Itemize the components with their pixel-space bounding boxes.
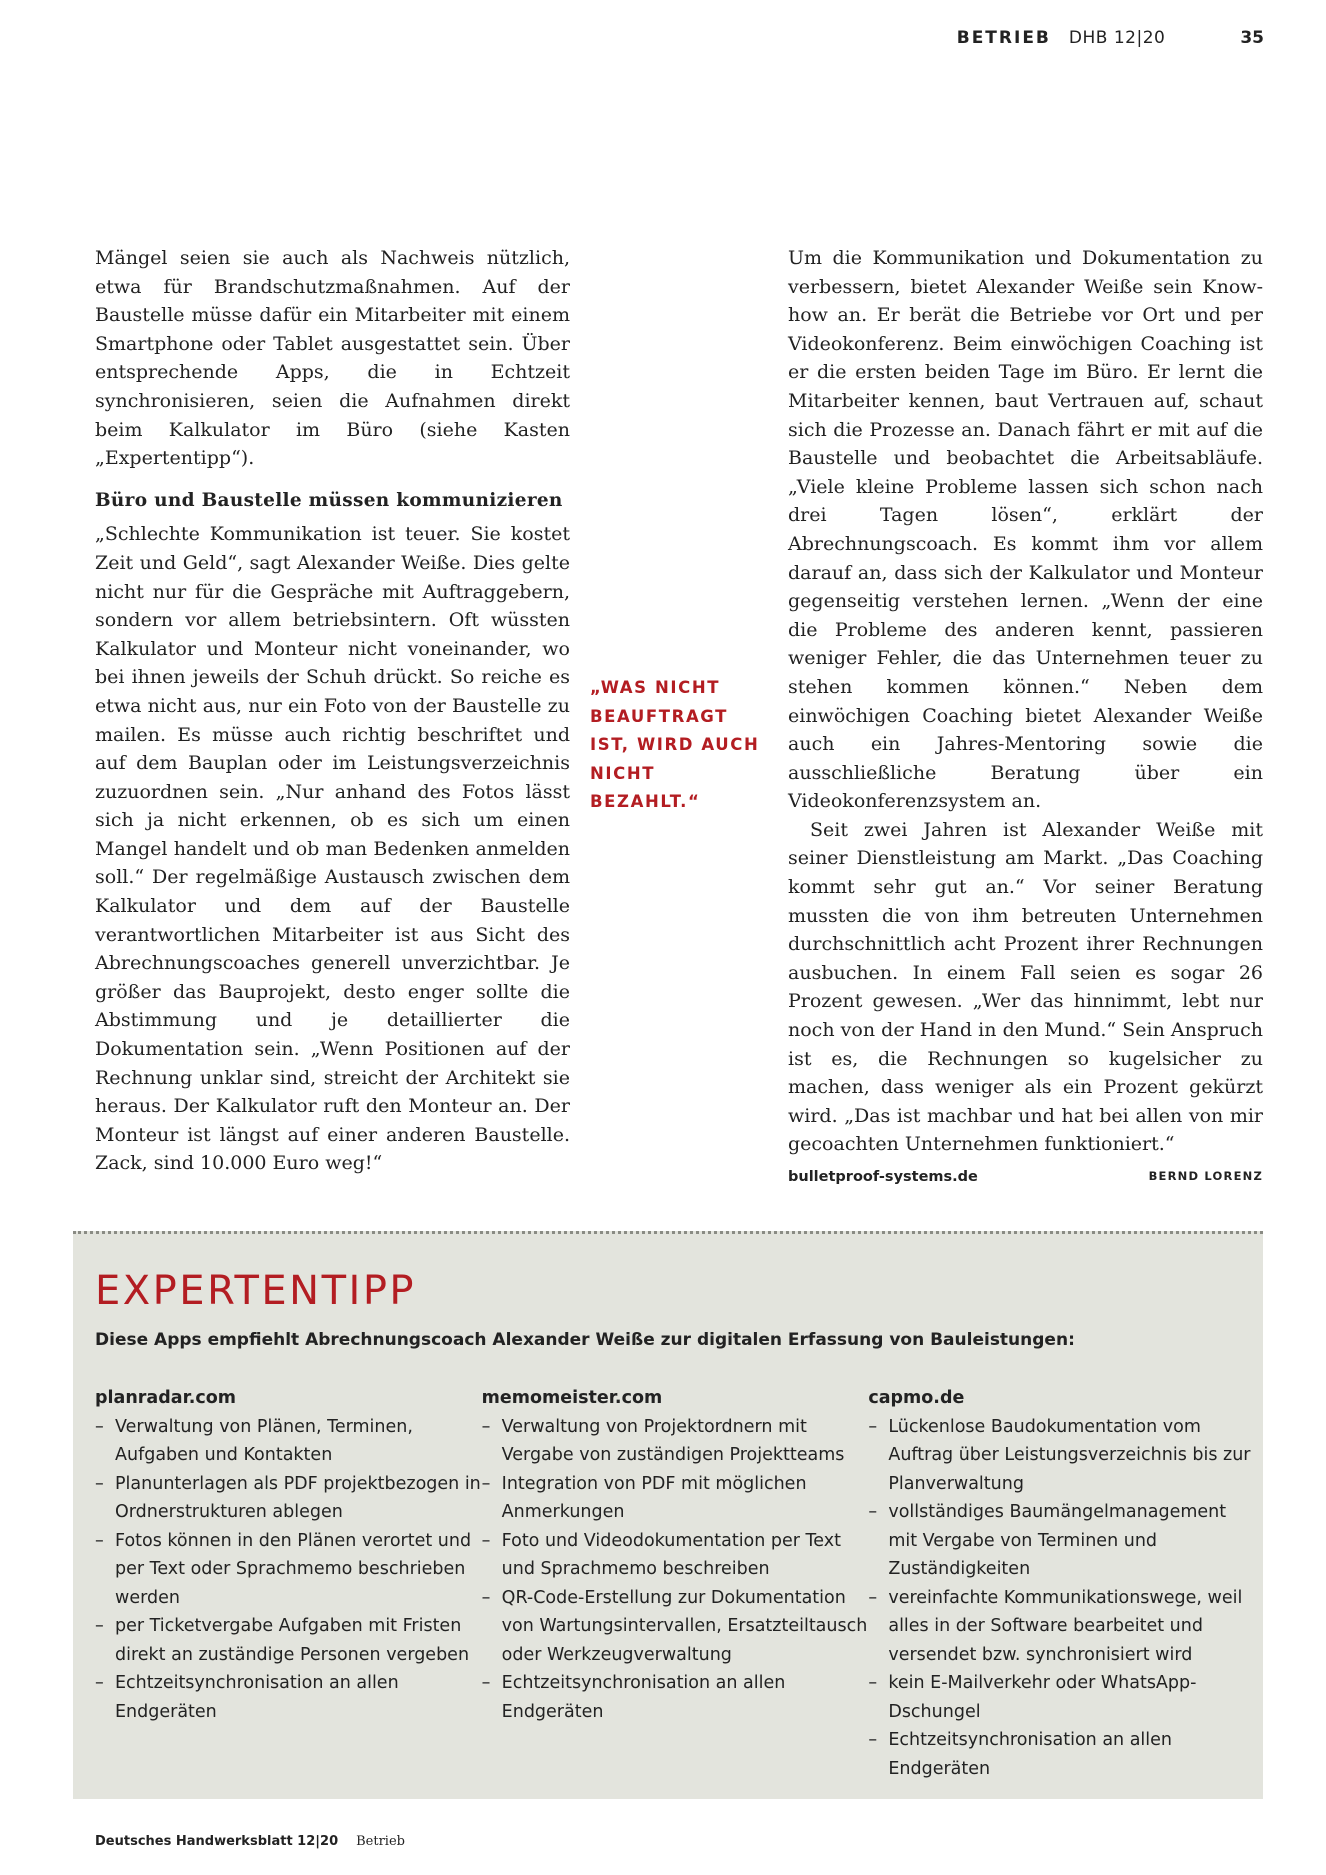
app-name: capmo.de — [868, 1388, 965, 1408]
page-footer — [95, 1834, 405, 1849]
app-capmo — [868, 1384, 1255, 1783]
feature-list — [482, 1413, 869, 1727]
box-intro: Diese Apps empfiehlt Abrechnungscoach Alexander Weiße zur digitalen Erfassung von Bauleistungen: — [95, 1330, 1075, 1350]
author-byline: BERND LORENZ — [1148, 1169, 1263, 1183]
app-planradar — [95, 1384, 482, 1783]
article-subheading: Büro und Baustelle müssen kommunizieren — [95, 489, 563, 511]
feature-item: – Verwaltung von Plänen, Terminen, Aufgaben und Kontakten — [95, 1413, 482, 1470]
app-memomeister — [482, 1384, 869, 1783]
feature-item: – Integration von PDF mit möglichen Anmerkungen — [482, 1470, 869, 1527]
feature-item: – Planunterlagen als PDF projektbezogen in Ordnerstrukturen ablegen — [95, 1470, 482, 1527]
page-number: 35 — [1240, 28, 1264, 48]
feature-item: – Foto und Videodokumentation per Text und Sprachmemo beschreiben — [482, 1527, 869, 1584]
article-paragraph: Mängel seien sie auch als Nachweis nützlich, etwa für Brandschutzmaßnahmen. Auf der Baustelle müsse dafür ein Mitarbeiter mit einem Smartphone oder Tablet ausgestattet sein. Über entsprechende Apps, die in Echtzeit synchronisieren, seien die Aufnahmen direkt beim Kalkulator im Büro (siehe Kasten „Expertentipp“). — [95, 247, 570, 470]
header-issue: DHB 12|20 — [1068, 28, 1166, 48]
feature-list — [95, 1413, 482, 1727]
feature-item: – Verwaltung von Projektordnern mit Vergabe von zuständigen Projektteams — [482, 1413, 869, 1470]
app-list — [95, 1384, 1255, 1783]
feature-item: – kein E-Mailverkehr oder WhatsApp-Dschungel — [868, 1669, 1255, 1726]
header-section: BETRIEB — [956, 28, 1051, 48]
footer-publication: Deutsches Handwerksblatt 12|20 — [95, 1834, 339, 1849]
feature-item: – Echtzeitsynchronisation an allen Endgeräten — [482, 1669, 869, 1726]
feature-item: – vollständiges Baumängelmanagement mit Vergabe von Terminen und Zuständigkeiten — [868, 1498, 1255, 1584]
box-title: EXPERTENTIPP — [95, 1268, 417, 1314]
feature-item: – Lückenlose Baudokumentation vom Auftrag über Leistungsverzeichnis bis zur Planverwaltung — [868, 1413, 1255, 1499]
article-left-column — [95, 244, 570, 1178]
feature-item: – Echtzeitsynchronisation an allen Endgeräten — [868, 1726, 1255, 1783]
source-link[interactable]: bulletproof-systems.de — [788, 1169, 978, 1185]
feature-item: – vereinfachte Kommunikationswege, weil alles in der Software bearbeitet und versendet bzw. synchronisiert wird — [868, 1584, 1255, 1670]
app-name: memomeister.com — [481, 1388, 663, 1408]
page-header — [957, 26, 1264, 50]
feature-item: – Fotos können in den Plänen verortet und per Text oder Sprachmemo beschrieben werden — [95, 1527, 482, 1613]
feature-item: – QR-Code-Erstellung zur Dokumentation von Wartungsintervallen, Ersatzteiltausch oder Werkzeugverwaltung — [482, 1584, 869, 1670]
article-paragraph: „Schlechte Kommunikation ist teuer. Sie kostet Zeit und Geld“, sagt Alexander Weiße. Dies gelte nicht nur für die Gespräche mit Auftraggebern, sondern vor allem betriebsintern. Oft wüssten Kalkulator und Monteur nicht voneinander, wo bei ihnen jeweils der Schuh drückt. So reiche es etwa nicht aus, nur ein Foto von der Baustelle zu mailen. Es müsse auch richtig beschriftet und auf dem Bauplan oder im Leistungsverzeichnis zuzuordnen sein. „Nur anhand des Fotos lässt sich ja nicht erkennen, ob es sich um einen Mangel handelt und ob man Bedenken anmelden soll.“ Der regelmäßige Austausch zwischen dem Kalkulator und dem auf der Baustelle verantwortlichen Mitarbeiter ist aus Sicht des Abrechnungscoaches generell unverzichtbar. Je größer das Bauprojekt, desto enger sollte die Abstimmung und je detaillierter die Dokumentation sein. „Wenn Positionen auf der Rechnung unklar sind, streicht der Architekt sie heraus. Der Kalkulator ruft den Monteur an. Der Monteur ist längst auf einer anderen Baustelle. Zack, sind 10.000 Euro weg!“ — [95, 523, 570, 1175]
feature-list — [868, 1413, 1255, 1784]
feature-item: – per Ticketvergabe Aufgaben mit Fristen direkt an zuständige Personen vergeben — [95, 1612, 482, 1669]
pull-quote: „WAS NICHT BEAUFTRAGT IST, WIRD AUCH NICHT BEZAHLT.“ — [590, 678, 760, 812]
article-paragraph: Um die Kommunikation und Dokumentation zu verbessern, bietet Alexander Weiße sein Know-how an. Er berät die Betriebe vor Ort und per Videokonferenz. Beim einwöchigen Coaching ist er die ersten beiden Tage im Büro. Er lernt die Mitarbeiter kennen, baut Vertrauen auf, schaut sich die Prozesse an. Danach fährt er mit auf die Baustelle und beobachtet die Arbeitsabläufe. „Viele kleine Probleme lassen sich schon nach drei Tagen lösen“, erklärt der Abrechnungscoach. Es kommt ihm vor allem darauf an, dass sich der Kalkulator und Monteur gegenseitig verstehen lernen. „Wenn der eine die Probleme des anderen kennt, passieren weniger Fehler, die das Unternehmen teuer zu stehen kommen können.“ Neben dem einwöchigen Coaching bietet Alexander Weiße auch ein Jahres-Mentoring sowie die ausschließliche Beratung über ein Videokonferenzsystem an. — [788, 247, 1263, 813]
expertentipp-box — [73, 1231, 1263, 1799]
article-paragraph-text: Seit zwei Jahren ist Alexander Weiße mit seiner Dienstleistung am Markt. „Das Coaching kommt sehr gut an.“ Vor seiner Beratung mussten die von ihm betreuten Unternehmen durchschnittlich acht Prozent ihrer Rechnungen ausbuchen. In einem Fall seien es sogar 26 Prozent gewesen. „Wer das hinnimmt, lebt nur noch von der Hand in den Mund.“ Sein Anspruch ist es, die Rechnungen so kugelsicher zu machen, dass weniger als ein Prozent gekürzt wird. „Das ist machbar und hat bei allen von mir gecoachten Unternehmen funktioniert.“ — [788, 818, 1263, 1156]
feature-item: – Echtzeitsynchronisation an allen Endgeräten — [95, 1669, 482, 1726]
footer-section: Betrieb — [356, 1834, 405, 1849]
app-name: planradar.com — [95, 1388, 236, 1408]
article-right-column — [788, 244, 1263, 1192]
